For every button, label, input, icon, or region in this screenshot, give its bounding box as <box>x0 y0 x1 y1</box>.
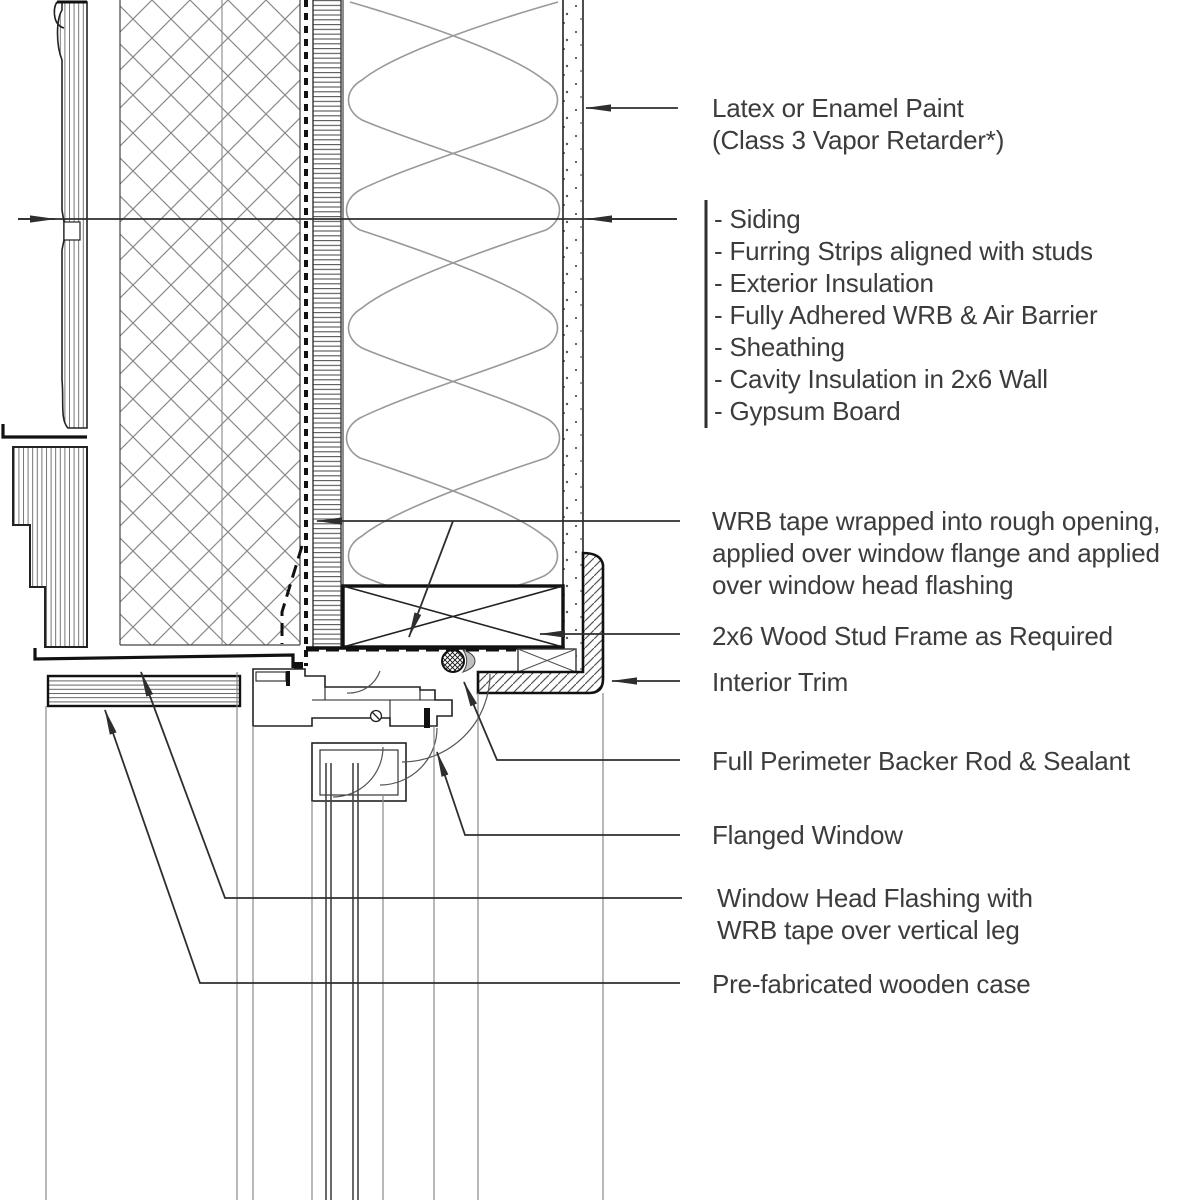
label-flanged-window: Flanged Window <box>712 820 903 850</box>
label-interior-trim: Interior Trim <box>712 667 849 697</box>
siding-layer <box>3 2 87 647</box>
assembly-item-gypsum: - Gypsum Board <box>714 396 901 426</box>
backer-rod-and-sealant <box>442 650 475 672</box>
gypsum-board-layer <box>563 0 583 672</box>
label-wooden-case: Pre-fabricated wooden case <box>712 969 1031 999</box>
label-wrb-tape-line3: over window head flashing <box>712 570 1014 600</box>
window-frame <box>253 669 490 801</box>
label-stud-frame: 2x6 Wood Stud Frame as Required <box>712 621 1113 651</box>
label-latex-paint-line2: (Class 3 Vapor Retarder*) <box>712 125 1005 155</box>
assembly-item-cavity-insulation: - Cavity Insulation in 2x6 Wall <box>714 364 1048 394</box>
assembly-item-sheathing: - Sheathing <box>714 332 845 362</box>
label-head-flashing <box>717 882 1033 946</box>
assembly-item-furring: - Furring Strips aligned with studs <box>714 236 1093 266</box>
label-backer-rod: Full Perimeter Backer Rod & Sealant <box>712 746 1130 776</box>
label-head-flashing-line1: Window Head Flashing with <box>717 883 1033 913</box>
label-wrb-tape <box>712 505 1160 601</box>
label-head-flashing-line2: WRB tape over vertical leg <box>717 915 1020 945</box>
label-latex-paint <box>712 92 1004 156</box>
assembly-item-siding: - Siding <box>714 204 801 234</box>
label-wrb-tape-line2: applied over window flange and applied <box>712 538 1160 568</box>
window-head-flashing <box>35 648 293 668</box>
stud-frame-box <box>306 586 576 672</box>
label-wrb-tape-line1: WRB tape wrapped into rough opening, <box>712 506 1161 536</box>
sheathing-layer <box>313 0 341 648</box>
label-latex-paint-line1: Latex or Enamel Paint <box>712 93 964 123</box>
label-assembly-list <box>714 203 1098 427</box>
assembly-item-exterior-insulation: - Exterior Insulation <box>714 268 934 298</box>
exterior-insulation-layer <box>120 0 300 645</box>
assembly-item-wrb: - Fully Adhered WRB & Air Barrier <box>714 300 1098 330</box>
